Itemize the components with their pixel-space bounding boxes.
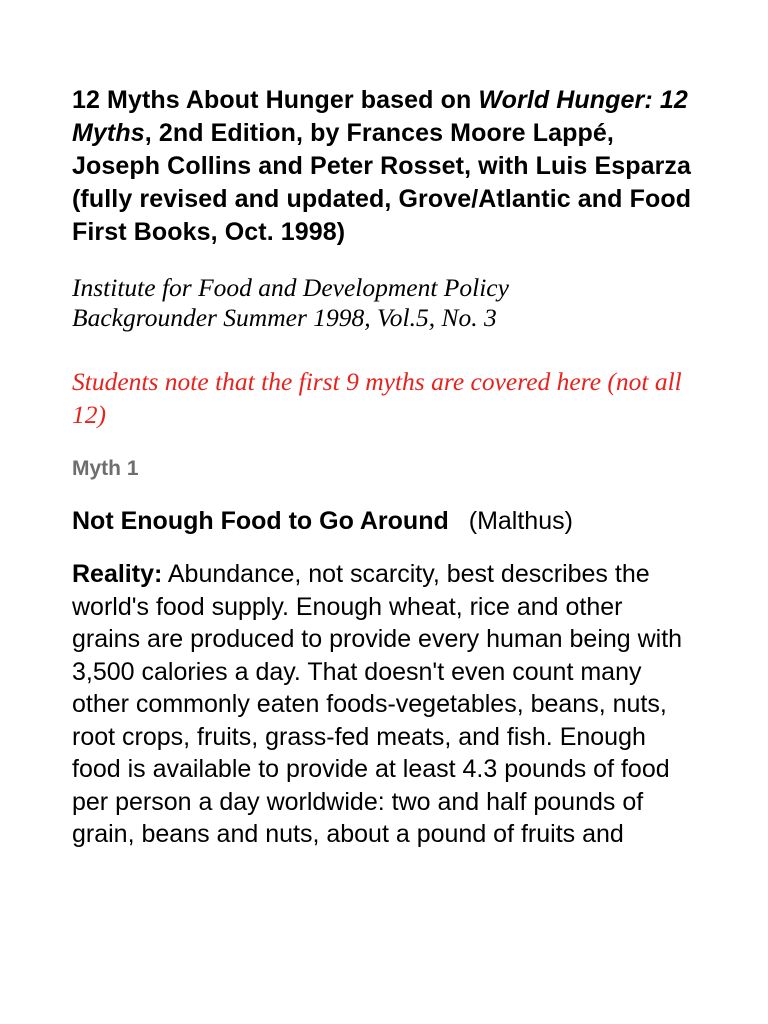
student-note: Students note that the first 9 myths are covered here (not all 12) [72,367,682,429]
title-part-2: , 2nd Edition, by Frances Moore Lappé, Joseph Collins and Peter Rosset, with Luis Esparza (fully revised and updated, Grove/Atlantic and Food First Books, Oct. 1998) [72,119,692,246]
book-title: World Hunger: 12 Myths [72,86,688,147]
reality-text: Abundance, not scarcity, best describes the world's food supply. Enough wheat, rice and other grains are produced to provide every human being with 3,500 calories a day. That doesn't even count many other commonly eaten foods-vegetables, beans, nuts, root crops, fruits, grass-fed meats, and fish. Enough food is available to provide at least 4.3 pounds of food per person a day worldwide: two and half pounds of grain, beans and nuts, about a pound of fruits and [72,560,683,848]
source-citation [72,273,692,333]
myth-attribution: (Malthus) [468,507,573,535]
title-part-1: 12 Myths About Hunger based on [72,86,479,114]
source-line-2: Backgrounder Summer 1998, Vol.5, No. 3 [72,303,497,332]
myth-title [72,505,692,538]
myth-title-text: Not Enough Food to Go Around [72,507,449,535]
reality-paragraph [72,558,687,851]
document-content [72,84,692,851]
reality-label: Reality: [72,560,163,588]
document-title [72,84,692,249]
source-line-1: Institute for Food and Development Policy [72,273,509,302]
myth-label: Myth 1 [72,457,139,480]
